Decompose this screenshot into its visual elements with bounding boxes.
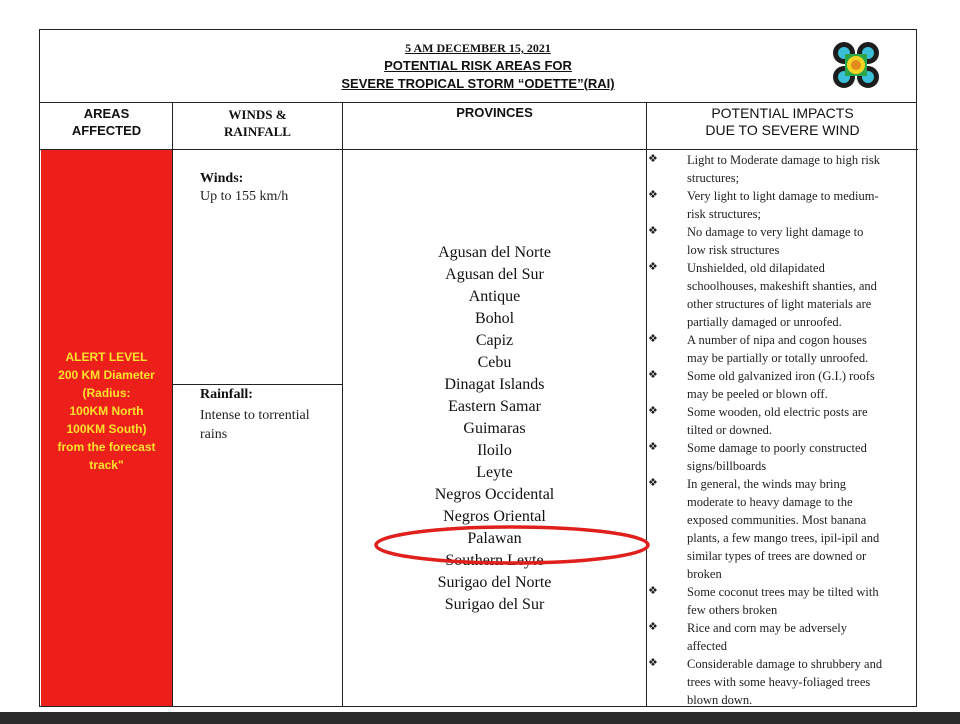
- column-header-areas: AREAS AFFECTED: [40, 102, 173, 150]
- impact-line: blown down.: [687, 693, 753, 707]
- province-item: Agusan del Sur: [445, 266, 544, 283]
- winds-label: Winds:: [200, 171, 244, 186]
- impact-line: Considerable damage to shrubbery and: [687, 657, 883, 671]
- column-header-impacts: POTENTIAL IMPACTS DUE TO SEVERE WIND: [647, 102, 918, 150]
- impact-line: may be peeled or blown off.: [687, 387, 828, 401]
- diamond-bullet-icon: ❖: [648, 152, 658, 165]
- alert-level-text: ALERT LEVEL 200 KM Diameter (Radius: 100KM North 100KM South) from the forecast track": [57, 350, 156, 472]
- impact-line: No damage to very light damage to: [687, 225, 864, 239]
- province-item: Bohol: [474, 310, 515, 327]
- rainfall-value-line2: rains: [200, 427, 228, 442]
- province-item: Iloilo: [477, 442, 512, 459]
- impact-line: tilted or downed.: [687, 423, 773, 437]
- impact-text: [687, 259, 919, 331]
- advisory-table: [39, 29, 917, 707]
- province-item: Cebu: [477, 354, 512, 371]
- impact-line: schoolhouses, makeshift shanties, and: [687, 279, 877, 293]
- diamond-bullet-icon: ❖: [648, 368, 658, 381]
- impact-line: Unshielded, old dilapidated: [687, 261, 825, 275]
- impact-line: In general, the winds may bring: [687, 477, 846, 491]
- impact-text: [687, 655, 919, 709]
- alert-level-cell: [41, 150, 172, 706]
- impact-line: risk structures;: [687, 207, 761, 221]
- storm-name: SEVERE TROPICAL STORM “ODETTE”(RAI): [341, 76, 615, 91]
- province-item: Surigao del Sur: [444, 596, 545, 613]
- impact-line: A number of nipa and cogon houses: [687, 333, 867, 347]
- impact-text: [687, 223, 919, 259]
- impact-text: [687, 331, 919, 367]
- winds-value: Up to 155 km/h: [200, 189, 289, 204]
- impact-line: low risk structures: [687, 243, 780, 257]
- diamond-bullet-icon: ❖: [648, 656, 658, 669]
- impact-line: moderate to heavy damage to the: [687, 495, 853, 509]
- impact-line: other structures of light materials are: [687, 297, 872, 311]
- province-item: Eastern Samar: [448, 398, 541, 415]
- impact-text: [687, 475, 919, 583]
- impact-line: exposed communities. Most banana: [687, 513, 867, 527]
- diamond-bullet-icon: ❖: [648, 332, 658, 345]
- impact-text: [687, 583, 919, 619]
- province-item: Negros Oriental: [443, 508, 546, 525]
- province-item-highlighted: Palawan: [467, 530, 522, 547]
- rainfall-value-line1: Intense to torrential: [200, 408, 310, 423]
- bottom-bar: [0, 712, 960, 724]
- impact-line: similar types of trees are downed or: [687, 549, 867, 563]
- impact-line: Light to Moderate damage to high risk: [687, 153, 881, 167]
- advisory-title: POTENTIAL RISK AREAS FOR: [384, 58, 572, 73]
- column-header-provinces: PROVINCES: [342, 102, 647, 150]
- diamond-bullet-icon: ❖: [648, 188, 658, 201]
- province-item: Leyte: [476, 464, 513, 481]
- impact-line: Some damage to poorly constructed: [687, 441, 867, 455]
- advisory-header: [40, 30, 916, 103]
- province-item: Agusan del Norte: [438, 244, 551, 261]
- diamond-bullet-icon: ❖: [648, 476, 658, 489]
- impact-line: partially damaged or unroofed.: [687, 315, 842, 329]
- impact-line: Some old galvanized iron (G.I.) roofs: [687, 369, 875, 383]
- diamond-bullet-icon: ❖: [648, 224, 658, 237]
- impact-line: broken: [687, 567, 722, 581]
- province-item: Dinagat Islands: [444, 376, 545, 393]
- impact-text: [687, 403, 919, 439]
- impact-text: [687, 151, 919, 187]
- impact-line: Very light to light damage to medium-: [687, 189, 879, 203]
- rainfall-divider: [173, 384, 342, 385]
- impact-line: affected: [687, 639, 728, 653]
- province-item: Surigao del Norte: [437, 574, 552, 591]
- column-header-winds: WINDS & RAINFALL: [173, 102, 342, 150]
- impact-text: [687, 187, 919, 223]
- diamond-bullet-icon: ❖: [648, 404, 658, 417]
- advisory-time: 5 AM DECEMBER 15, 2021: [405, 41, 551, 55]
- province-item: Southern Leyte: [445, 552, 544, 569]
- rainfall-label: Rainfall:: [200, 387, 253, 402]
- impact-line: structures;: [687, 171, 740, 185]
- impact-line: plants, a few mango trees, ipil-ipil and: [687, 531, 880, 545]
- impact-text: [687, 619, 919, 655]
- impact-text: [687, 367, 919, 403]
- impact-text: [687, 439, 919, 475]
- impact-line: may be partially or totally unroofed.: [687, 351, 869, 365]
- impact-line: Some coconut trees may be tilted with: [687, 585, 879, 599]
- province-item: Antique: [468, 288, 521, 305]
- impact-line: signs/billboards: [687, 459, 767, 473]
- impact-line: Rice and corn may be adversely: [687, 621, 848, 635]
- province-item: Guimaras: [463, 420, 526, 437]
- province-item: Capiz: [475, 332, 514, 349]
- diamond-bullet-icon: ❖: [648, 440, 658, 453]
- diamond-bullet-icon: ❖: [648, 584, 658, 597]
- diamond-bullet-icon: ❖: [648, 620, 658, 633]
- agency-logo-icon: [830, 39, 882, 91]
- diamond-bullet-icon: ❖: [648, 260, 658, 273]
- column-divider: [172, 102, 173, 706]
- highlight-ellipse: [374, 524, 650, 566]
- impact-line: Some wooden, old electric posts are: [687, 405, 868, 419]
- province-item: Negros Occidental: [434, 486, 555, 503]
- impact-line: trees with some heavy-foliaged trees: [687, 675, 871, 689]
- impact-line: few others broken: [687, 603, 778, 617]
